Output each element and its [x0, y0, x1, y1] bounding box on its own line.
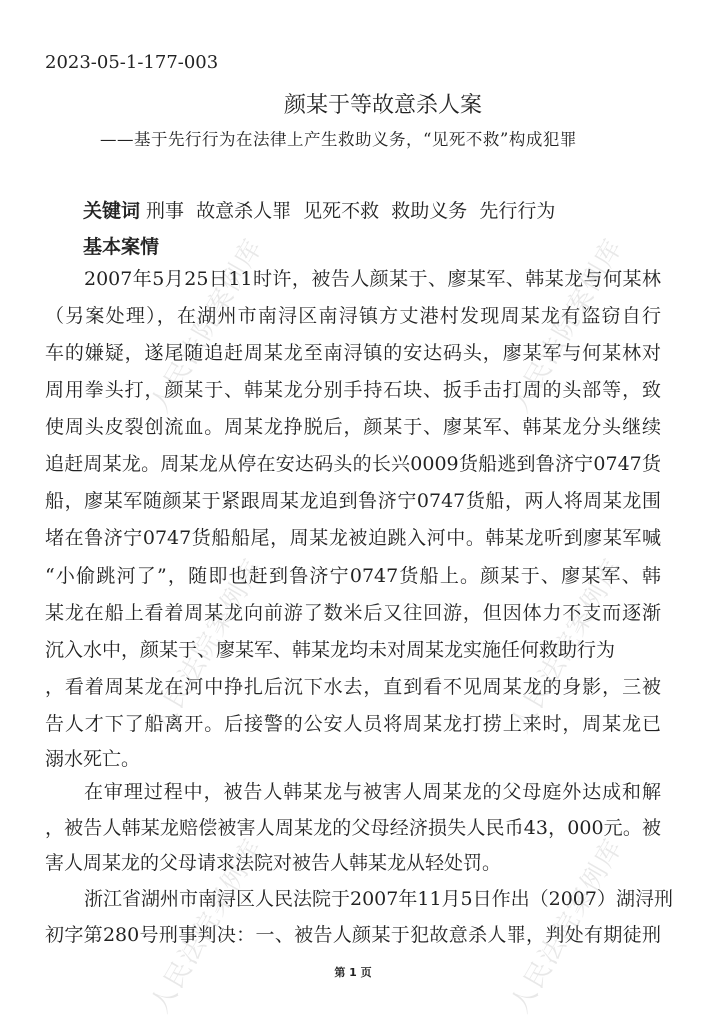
body-line: 在审理过程中，被告人韩某龙与被害人周某龙的父母庭外达成和解 [84, 781, 661, 803]
body-line: 车的嫌疑，遂尾随追赶周某龙至南浔镇的安达码头，廖某军与何某林对 [45, 342, 661, 364]
body-line: 追赶周某龙。周某龙从停在安达码头的长兴0009货船逃到鲁济宁0747货 [45, 453, 661, 475]
body-line: 告人才下了船离开。后接警的公安人员将周某龙打捞上来时，周某龙已 [45, 713, 661, 735]
body-line: 初字第280号刑事判决：一、被告人颜某于犯故意杀人罪，判处有期徒刑 [45, 924, 661, 946]
watermark: 人民法院案例库 [145, 833, 270, 1018]
body-line: 周用拳头打，颜某于、韩某龙分别手持石块、扳手击打周的头部等，致 [45, 379, 661, 401]
body-line: 浙江省湖州市南浔区人民法院于2007年11月5日作出（2007）湖浔刑 [84, 888, 673, 910]
body-line: 堵在鲁济宁0747货船船尾，周某龙被迫跳入河中。韩某龙听到廖某军喊 [45, 527, 661, 549]
keywords-row [83, 196, 555, 223]
section-heading: 基本案情 [83, 236, 160, 258]
keywords: 刑事 故意杀人罪 见死不救 救助义务 先行行为 [146, 200, 556, 222]
body-line: 溺水死亡。 [45, 748, 141, 770]
body-line: 沉入水中，颜某于、廖某军、韩某龙均未对周某龙实施任何救助行为 [45, 639, 616, 661]
case-number: 2023-05-1-177-003 [45, 52, 219, 73]
document-subtitle: ——基于先行行为在法律上产生救助义务，“见死不救”构成犯罪 [100, 130, 577, 149]
body-line: ，被告人韩某龙赔偿被害人周某龙的父母经济损失人民币43，000元。被 [45, 817, 661, 839]
body-line: 害人周某龙的父母请求法院对被告人韩某龙从轻处罚。 [45, 852, 502, 874]
body-line: 船，廖某军随颜某于紧跟周某龙追到鲁济宁0747货船，两人将周某龙围 [45, 490, 661, 512]
watermark: 人民法院案例库 [505, 833, 630, 1018]
watermark: 人民法院案例库 [505, 233, 630, 418]
body-line: 2007年5月25日11时许，被告人颜某于、廖某军、韩某龙与何某林 [84, 268, 661, 290]
body-line: ，看着周某龙在河中挣扎后沉下水去，直到看不见周某龙的身影，三被 [45, 676, 661, 698]
keywords-label: 关键词 [83, 200, 141, 222]
watermark: 人民法院案例库 [145, 233, 270, 418]
body-line: “小偷跳河了”，随即也赶到鲁济宁0747货船上。颜某于、廖某军、韩 [45, 565, 661, 587]
watermark: 人民法院案例库 [505, 553, 630, 738]
document-title: 颜某于等故意杀人案 [283, 93, 482, 118]
body-line: （另案处理），在湖州市南浔区南浔镇方丈港村发现周某龙有盗窃自行 [45, 305, 661, 327]
watermark: 人民法院案例库 [145, 553, 270, 738]
body-line: 使周头皮裂创流血。周某龙挣脱后，颜某于、廖某军、韩某龙分头继续 [45, 416, 661, 438]
body-line: 某龙在船上看着周某龙向前游了数米后又往回游，但因体力不支而逐渐 [45, 602, 661, 624]
page-number: 第 1 页 [334, 966, 372, 979]
